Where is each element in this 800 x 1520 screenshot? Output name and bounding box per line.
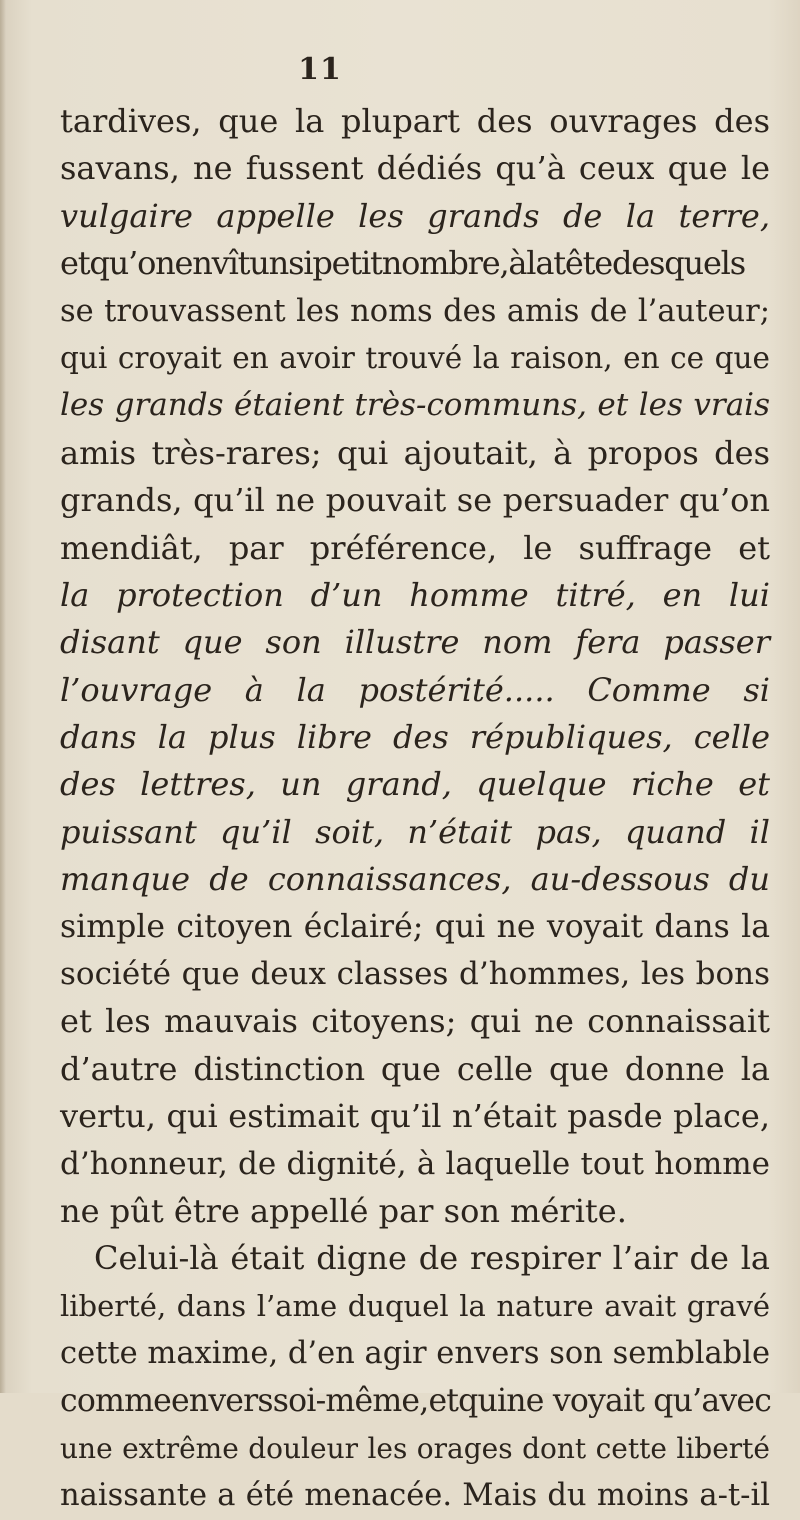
- page-number: 11: [298, 52, 342, 87]
- text-line: d’honneur, de dignité, à laquelle tout homme: [60, 1145, 770, 1182]
- text-line: grands, qu’il ne pouvait se persuader qu’on: [60, 481, 770, 520]
- text-line: vertu, qui estimait qu’il n’était pasde place,: [60, 1097, 770, 1136]
- text-line: etqu’onenvîtunsipetitnombre,àlatêtedesquels: [60, 244, 745, 283]
- text-line: ne pût être appellé par son mérite.: [60, 1191, 627, 1230]
- body-text: [60, 98, 770, 1520]
- text-line: commeenverssoi-même,etquine voyait qu’avec: [60, 1382, 772, 1419]
- text-line: société que deux classes d’hommes, les bons: [60, 956, 770, 993]
- text-line: disant que son illustre nom fera passer: [60, 623, 770, 662]
- text-line: qui croyait en avoir trouvé la raison, en ce que: [60, 340, 770, 375]
- text-line: amis très-rares; qui ajoutait, à propos des: [60, 433, 770, 472]
- text-line: et les mauvais citoyens; qui ne connaissait: [60, 1002, 770, 1041]
- text-line: cette maxime, d’en agir envers son semblable: [60, 1336, 770, 1372]
- text-line: tardives, que la plupart des ouvrages des: [60, 102, 770, 140]
- text-line: d’autre distinction que celle que donne la: [60, 1049, 770, 1088]
- text-line: naissante a été menacée. Mais du moins a-t-il: [60, 1478, 770, 1514]
- text-line: l’ouvrage à la postérité..... Comme si: [60, 670, 770, 709]
- text-line: liberté, dans l’ame duquel la nature avait gravé: [60, 1288, 770, 1323]
- text-line: des lettres, un grand, quelque riche et: [60, 765, 770, 804]
- text-line: les grands étaient très-communs, et les vrais: [60, 387, 770, 424]
- text-line: simple citoyen éclairé; qui ne voyait dans la: [60, 908, 770, 945]
- text-line: savans, ne fussent dédiés qu’à ceux que le: [60, 149, 770, 188]
- text-line: se trouvassent les noms des amis de l’auteur;: [60, 293, 770, 329]
- text-line: manque de connaissances, au-dessous du: [60, 860, 770, 899]
- text-line: mendiât, par préférence, le suffrage et: [60, 528, 770, 567]
- text-line: puissant qu’il soit, n’était pas, quand il: [60, 812, 770, 851]
- text-line: une extrême douleur les orages dont cette liberté: [60, 1431, 770, 1465]
- text-line: vulgaire appelle les grands de la terre,: [60, 196, 770, 235]
- text-line: Celui-là était digne de respirer l’air de la: [94, 1239, 770, 1278]
- page-binding-edge: [0, 0, 6, 1393]
- text-line: la protection d’un homme titré, en lui: [60, 575, 770, 614]
- text-line: dans la plus libre des républiques, celle: [60, 718, 770, 757]
